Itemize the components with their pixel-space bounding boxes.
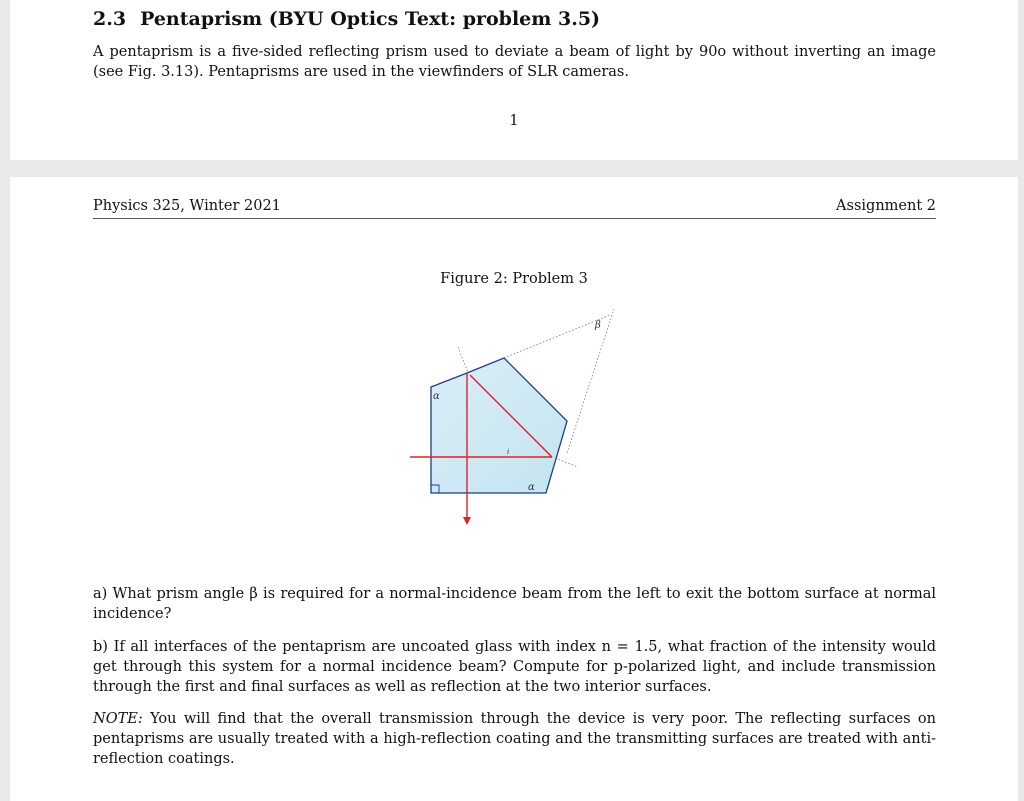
- pentaprism-body: [431, 358, 567, 493]
- note-label: NOTE:: [93, 711, 143, 727]
- header-assignment: Assignment 2: [836, 198, 936, 214]
- note-text: You will find that the overall transmission through the device is very poor. The reflecting surfaces on pentaprisms are usually treated with a high-reflection coating and the transmitting surfaces are treated with anti-reflection coatings.: [93, 711, 936, 767]
- beta-label: β: [595, 320, 601, 331]
- page-number: 1: [509, 113, 519, 129]
- intro-paragraph: A pentaprism is a five-sided reflecting prism used to deviate a beam of light by 90o without inverting an image (see Fig. 3.13). Pentaprisms are used in the viewfinders of SLR cameras.: [93, 44, 936, 80]
- header-course: Physics 325, Winter 2021: [93, 198, 281, 214]
- section-heading: [93, 8, 600, 30]
- right-face-extension: [567, 309, 614, 453]
- theta-i-label: [507, 448, 509, 456]
- page-2: [10, 177, 1018, 801]
- page-1: [10, 0, 1018, 160]
- theta-subscript: i: [507, 448, 510, 456]
- question-a: a) What prism angle β is required for a normal-incidence beam from the left to exit the bottom surface at normal incidence?: [93, 586, 936, 622]
- pentaprism-figure: [10, 177, 1018, 577]
- note-paragraph: [93, 709, 936, 769]
- alpha-bottom-label: α: [528, 482, 535, 493]
- question-b: b) If all interfaces of the pentaprism are uncoated glass with index n = 1.5, what fraction of the intensity would get through this system for a normal incidence beam? Compute for p-polarized light, and include transmission through the first and final surfaces as well as reflection at the two interior surfaces.: [93, 639, 936, 695]
- section-number: 2.3: [93, 8, 127, 30]
- section-title: Pentaprism (BYU Optics Text: problem 3.5): [140, 8, 601, 30]
- figure-caption: Figure 2: Problem 3: [440, 271, 588, 287]
- alpha-top-label: α: [433, 391, 440, 402]
